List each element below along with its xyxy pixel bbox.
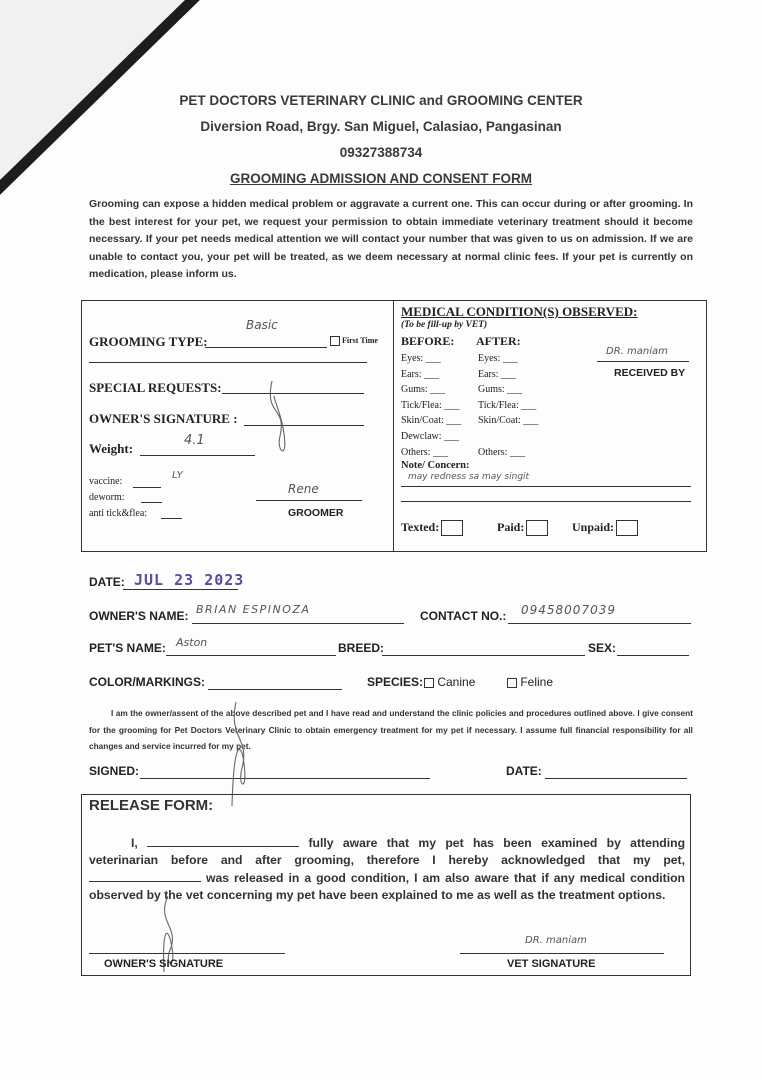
- unpaid-field[interactable]: [572, 520, 638, 536]
- first-time-checkbox[interactable]: [330, 336, 378, 346]
- release-name-blank[interactable]: [147, 846, 299, 847]
- release-pet-blank[interactable]: [89, 881, 201, 882]
- paid-label: Paid:: [497, 520, 525, 534]
- after-label: AFTER:: [476, 334, 521, 348]
- release-owner-sig-label: OWNER'S SIGNATURE: [104, 958, 224, 970]
- color-label: COLOR/MARKINGS:: [89, 675, 205, 689]
- consent-paragraph: I am the owner/assent of the above described pet and I have read and understand the clinic policies and procedures outlined above. I give consent for the grooming for Pet Doctors Veterinary Clinic to obtain emergency treatment for my pet if necessary. I assume full financial responsibility for all changes and service incurred for my pet.: [89, 708, 693, 751]
- note-label: Note/ Concern:: [401, 460, 470, 471]
- special-requests-label: SPECIAL REQUESTS:: [89, 380, 222, 395]
- pet-name-label: PET'S NAME:: [89, 641, 166, 655]
- sex-line: [617, 655, 689, 656]
- before-skin-coat: Skin/Coat: ___: [401, 415, 462, 427]
- release-vet-sig-line: [460, 953, 664, 954]
- release-line1: fully aware that my pet has been examined by attending veterinarian before and after grooming, therefore I hereby acknowledged that my pet,: [89, 836, 686, 868]
- clinic-phone: 09327388734: [339, 145, 423, 160]
- before-tick-flea: Tick/Flea: ___: [401, 399, 460, 411]
- anti-tick-label: anti tick&flea:: [89, 508, 148, 519]
- texted-label: Texted:: [401, 520, 440, 534]
- contact-value: 09458007039: [521, 603, 616, 617]
- contact-line: [508, 623, 691, 624]
- after-blank: [478, 429, 538, 445]
- sex-label: SEX:: [588, 641, 617, 655]
- clinic-address: Diversion Road, Brgy. San Miguel, Calasiao, Pangasinan: [200, 119, 562, 134]
- groomer-name: Rene: [288, 482, 319, 496]
- groomer-label: GROOMER: [288, 507, 344, 519]
- owner-name-line: [192, 623, 404, 624]
- first-time-box[interactable]: [330, 336, 340, 346]
- weight-line: [140, 455, 255, 456]
- owner-name-label: OWNER'S NAME:: [89, 609, 189, 623]
- deworm-label: deworm:: [89, 492, 125, 503]
- groomer-line: [256, 500, 362, 501]
- contact-label: CONTACT NO.:: [420, 609, 507, 623]
- feline-label: Feline: [520, 675, 554, 689]
- grooming-type-value: Basic: [246, 318, 278, 332]
- paid-checkbox[interactable]: [526, 520, 548, 536]
- anti-tick-line: [161, 518, 182, 519]
- deworm-line: [141, 502, 162, 503]
- received-by-name: DR. maniam: [606, 346, 668, 357]
- note-line-2: [401, 501, 691, 502]
- first-time-label: First Time: [342, 336, 378, 345]
- received-by-line: [597, 361, 689, 362]
- signed-line: [140, 778, 430, 779]
- release-vet-name: DR. maniam: [525, 935, 587, 946]
- after-skin-coat: Skin/Coat: ___: [478, 415, 539, 427]
- feline-checkbox[interactable]: [507, 678, 517, 688]
- species-feline-option[interactable]: [507, 675, 553, 689]
- weight-value: 4.1: [184, 433, 205, 448]
- vaccine-line: [133, 487, 161, 488]
- breed-label: BREED:: [338, 641, 385, 655]
- unpaid-checkbox[interactable]: [616, 520, 638, 536]
- form-title: GROOMING ADMISSION AND CONSENT FORM: [230, 171, 532, 186]
- date-line: [123, 589, 238, 590]
- medical-title: MEDICAL CONDITION(S) OBSERVED:: [401, 304, 638, 319]
- release-line2: was released in a good condition, I am also aware that if any medical condition observed by the vet concerning my pet have been explained to me as well as the treatment options.: [89, 870, 685, 903]
- after-gums: Gums: ___: [478, 384, 523, 396]
- grooming-type-line: [205, 347, 327, 348]
- received-by-label: RECEIVED BY: [614, 367, 686, 379]
- intro-paragraph: Grooming can expose a hidden medical problem or aggravate a current one. This can occur during or after grooming. In the best interest for your pet, we request your permission to obtain immediate veterinary treatment should it become necessary. If your pet needs medical attention we will contact your number that was given to us on admission. If we are unable to contact you, your pet will be treated, as we deem necessary at normal clinic fees. If your pet is currently on medication, please inform us.: [89, 198, 693, 281]
- texted-checkbox[interactable]: [441, 520, 463, 536]
- before-list: [401, 351, 461, 460]
- after-eyes: Eyes: ___: [478, 353, 518, 364]
- paid-field[interactable]: [497, 520, 548, 536]
- species-canine-option[interactable]: [424, 675, 475, 689]
- after-ears: Ears: ___: [478, 368, 517, 380]
- release-vet-sig-label: VET SIGNATURE: [507, 958, 596, 970]
- before-eyes: Eyes: ___: [401, 353, 441, 364]
- signed-label: SIGNED:: [89, 764, 140, 778]
- before-others: Others: ___: [401, 446, 448, 458]
- signed-date-label: DATE:: [506, 764, 542, 778]
- signed-date-line: [545, 778, 687, 779]
- species-label: SPECIES:: [367, 675, 424, 689]
- box-divider: [393, 301, 394, 551]
- note-line-1: [401, 486, 691, 487]
- before-dewclaw: Dewclaw: ___: [401, 430, 460, 442]
- after-list: [478, 351, 538, 460]
- texted-field[interactable]: [401, 520, 463, 536]
- after-tick-flea: Tick/Flea: ___: [478, 399, 537, 411]
- pet-name-line: [166, 655, 336, 656]
- grooming-type-label: GROOMING TYPE:: [89, 334, 208, 349]
- unpaid-label: Unpaid:: [572, 520, 615, 534]
- grooming-extra-line: [89, 362, 367, 363]
- vaccine-value: LY: [172, 470, 183, 481]
- canine-label: Canine: [437, 675, 476, 689]
- before-label: BEFORE:: [401, 334, 455, 348]
- before-ears: Ears: ___: [401, 368, 440, 380]
- canine-checkbox[interactable]: [424, 678, 434, 688]
- owner-name-value: BRIAN ESPINOZA: [196, 603, 311, 616]
- release-prefix: I,: [131, 836, 138, 850]
- owner-signature-scribble: [262, 376, 302, 466]
- date-label: DATE:: [89, 575, 125, 589]
- breed-line: [382, 655, 585, 656]
- note-value: may redness sa may singit: [408, 472, 530, 482]
- owner-signature-label: OWNER'S SIGNATURE :: [89, 411, 238, 426]
- date-stamp: JUL 23 2023: [134, 571, 245, 589]
- release-title: RELEASE FORM:: [89, 797, 214, 814]
- before-gums: Gums: ___: [401, 384, 446, 396]
- vaccine-label: vaccine:: [89, 476, 123, 487]
- clinic-name: PET DOCTORS VETERINARY CLINIC and GROOMING CENTER: [179, 93, 583, 108]
- after-others: Others: ___: [478, 446, 525, 458]
- medical-subtitle: (To be fill-up by VET): [401, 320, 488, 330]
- weight-label: Weight:: [89, 441, 134, 456]
- pet-name-value: Aston: [176, 636, 208, 649]
- color-line: [208, 689, 342, 690]
